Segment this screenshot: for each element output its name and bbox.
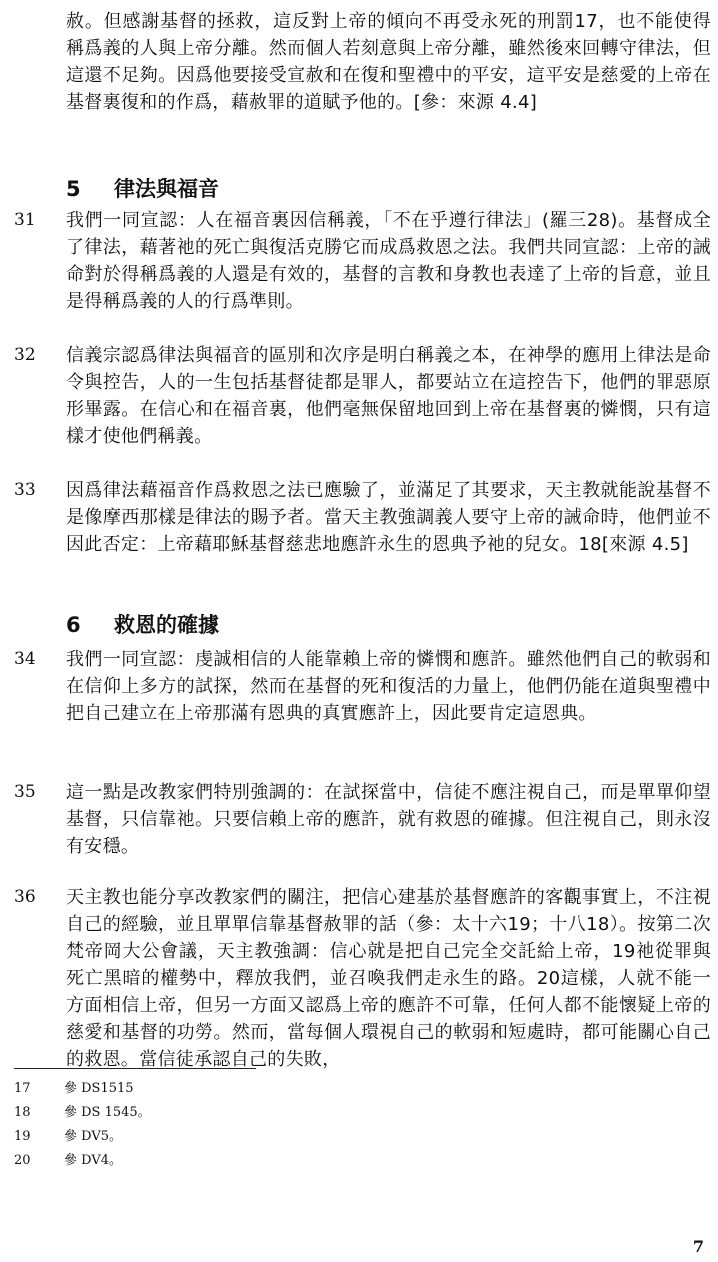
footnote bbox=[14, 1080, 134, 1098]
footnote bbox=[14, 1152, 122, 1170]
page-number: 7 bbox=[692, 1237, 704, 1256]
paragraph-32: 信義宗認爲律法與福音的區別和次序是明白稱義之本，在神學的應用上律法是命令與控告，人的一生包括基督徒都是罪人，都要站立在這控告下，他們的罪惡原形畢露。在信心和在福音裏，他們毫無保留地回到上帝在基督裏的憐憫，只有這樣才使他們稱義。 bbox=[66, 345, 711, 447]
section-5-title: 律法與福音 bbox=[114, 177, 219, 201]
paragraph-32-number: 32 bbox=[14, 345, 36, 365]
section-6-title: 救恩的確據 bbox=[114, 613, 219, 637]
footnote bbox=[14, 1128, 122, 1146]
footnote bbox=[14, 1104, 151, 1122]
paragraph-36-number: 36 bbox=[14, 887, 36, 907]
footnote-text: 參 DS1515 bbox=[64, 1081, 134, 1096]
footnote-text: 參 DS 1545。 bbox=[64, 1105, 151, 1120]
paragraph-35: 這一點是改教家們特別強調的：在試探當中，信徒不應注視自己，而是單單仰望基督，只信靠祂。只要信賴上帝的應許，就有救恩的確據。但注視自己，則永沒有安穩。 bbox=[66, 782, 711, 857]
footnote-number: 18 bbox=[14, 1105, 31, 1120]
paragraph-33: 因爲律法藉福音作爲救恩之法已應驗了，並滿足了其要求，天主教就能說基督不是像摩西那樣是律法的賜予者。當天主教強調義人要守上帝的誡命時，他們並不因此否定：上帝藉耶穌基督慈悲地應許永生的恩典予祂的兒女。18[來源 4.5] bbox=[66, 480, 711, 555]
paragraph-36: 天主教也能分享改教家們的關注，把信心建基於基督應許的客觀事實上，不注視自己的經驗，並且單單信靠基督赦罪的話（參：太十六19；十八18）。按第二次梵帝岡大公會議，天主教強調：信心就是把自己完全交託給上帝，19祂從罪與死亡黑暗的權勢中，釋放我們，並召喚我們走永生的路。20這樣，人就不能一方面相信上帝，但另一方面又認爲上帝的應許不可靠，任何人都不能懷疑上帝的慈愛和基督的功勞。然而，當每個人環視自己的軟弱和短處時，都可能關心自己的救恩。當信徒承認自己的失敗， bbox=[66, 887, 711, 1070]
intro-paragraph: 赦。但感謝基督的拯救，這反對上帝的傾向不再受永死的刑罰17，也不能使得稱爲義的人與上帝分離。然而個人若刻意與上帝分離，雖然後來回轉守律法，但這還不足夠。因爲他要接受宣赦和在復和聖禮中的平安，這平安是慈愛的上帝在基督裏復和的作爲，藉赦罪的道賦予他的。[參：來源 4.4] bbox=[66, 11, 711, 113]
footnote-number: 17 bbox=[14, 1081, 31, 1096]
paragraph-34: 我們一同宣認：虔誠相信的人能靠賴上帝的憐憫和應許。雖然他們自己的軟弱和在信仰上多方的試探，然而在基督的死和復活的力量上，他們仍能在道與聖禮中把自己建立在上帝那滿有恩典的真實應許上，因此要肯定這恩典。 bbox=[66, 649, 711, 724]
paragraph-31-number: 31 bbox=[14, 210, 36, 230]
footnote-text: 參 DV5。 bbox=[64, 1129, 122, 1144]
footnote-divider bbox=[14, 1068, 256, 1069]
section-6-heading bbox=[66, 612, 219, 639]
section-5-number: 5 bbox=[66, 177, 81, 201]
paragraph-31: 我們一同宣認：人在福音裏因信稱義，「不在乎遵行律法」(羅三28)。基督成全了律法，藉著祂的死亡與復活克勝它而成爲救恩之法。我們共同宣認：上帝的誡命對於得稱爲義的人還是有效的，基督的言教和身教也表達了上帝的旨意，並且是得稱爲義的人的行爲準則。 bbox=[66, 210, 711, 312]
section-5-heading bbox=[66, 176, 219, 203]
footnote-text: 參 DV4。 bbox=[64, 1153, 122, 1168]
section-6-number: 6 bbox=[66, 613, 81, 637]
footnote-number: 19 bbox=[14, 1129, 31, 1144]
paragraph-33-number: 33 bbox=[14, 480, 36, 500]
paragraph-35-number: 35 bbox=[14, 782, 36, 802]
paragraph-34-number: 34 bbox=[14, 649, 36, 669]
footnote-number: 20 bbox=[14, 1153, 31, 1168]
